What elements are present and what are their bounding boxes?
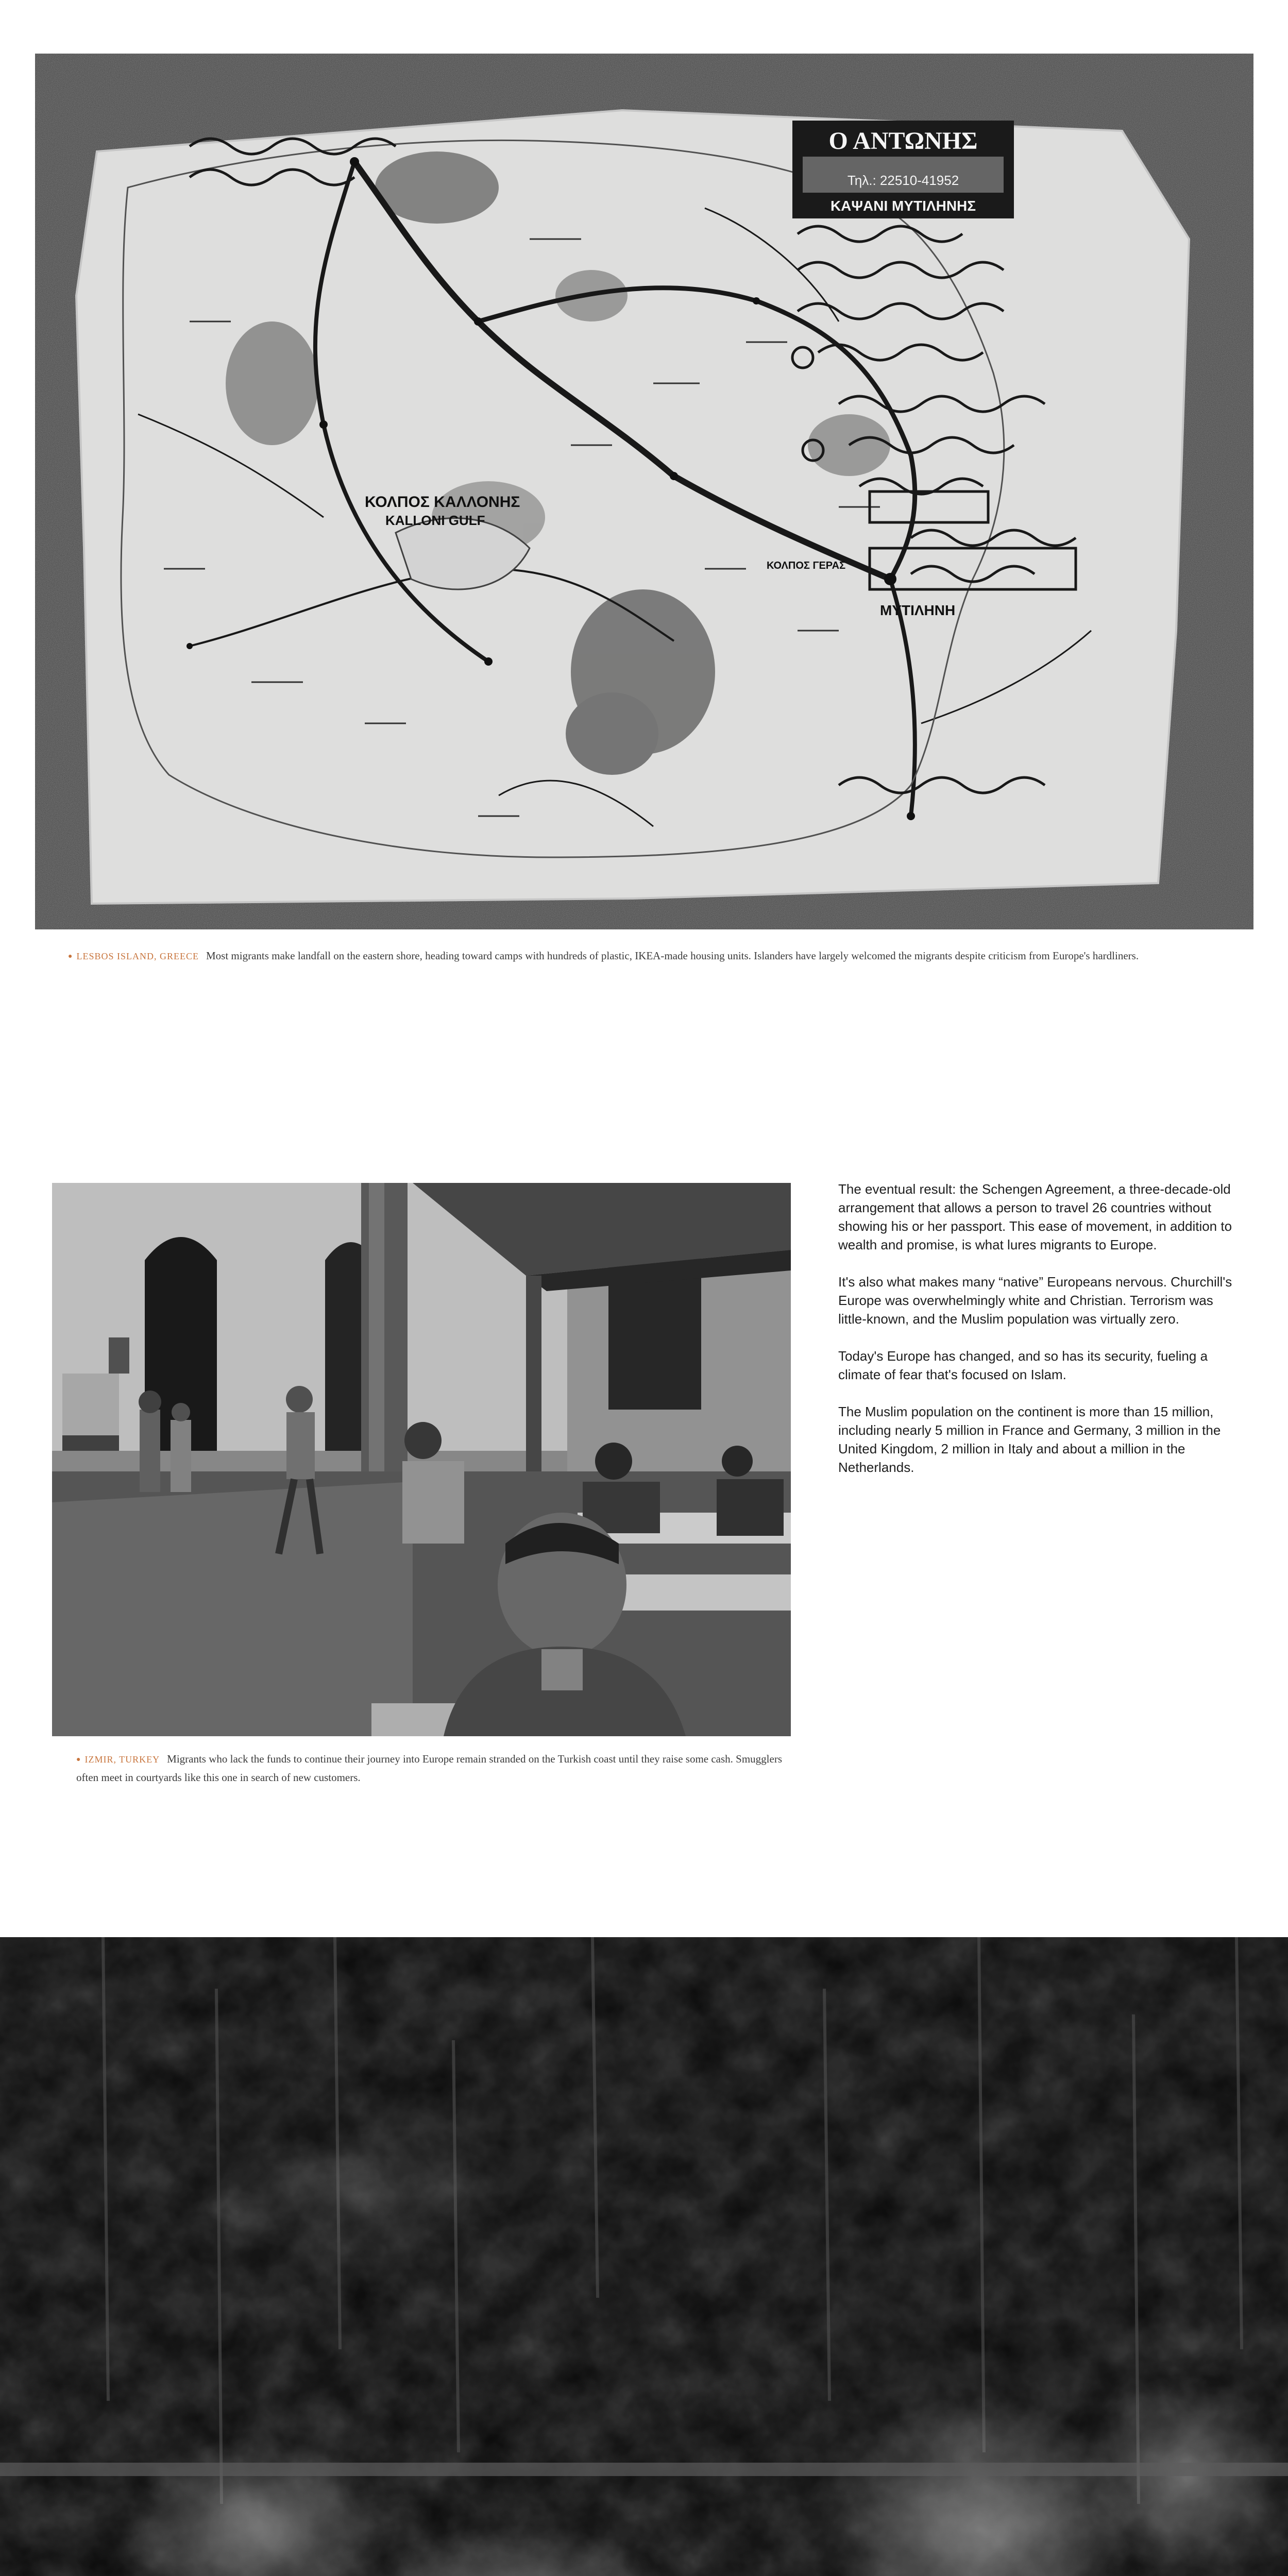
map-gulf-label-en: KALLONI GULF	[385, 513, 485, 528]
caption-lesbos	[68, 947, 1176, 965]
map-sign-title: Ο ΑΝΤΩΝΗΣ	[828, 127, 978, 155]
photo-izmir-courtyard	[52, 1183, 791, 1736]
map-sign-sub: ΚΑΨΑΝΙ ΜΥΤΙΛΗΝΗΣ	[830, 198, 976, 214]
caption-text: Most migrants make landfall on the eastern shore, heading toward camps with hundreds of plastic, IKEA-made housing units. Islanders have largely welcomed the migrants despite criticism from Europe's hardliners.	[206, 950, 1139, 962]
izmir-photo-graphic	[52, 1183, 791, 1736]
caption-location: LESBOS ISLAND, GREECE	[76, 951, 199, 961]
map-sign-phone: Τηλ.: 22510-41952	[847, 173, 959, 188]
photo-opatovac-night	[0, 1937, 1288, 2576]
article-paragraph: Today's Europe has changed, and so has its security, fueling a climate of fear that's focused on Islam.	[838, 1348, 1208, 1382]
article-paragraph: The eventual result: the Schengen Agreement, a three-decade-old arrangement that allows a person to travel 26 countries without showing his or her passport. This ease of movement, in addition to wealth and promise, is what lures migrants to Europe.	[838, 1181, 1232, 1252]
article-paragraph: It's also what makes many “native” Europeans nervous. Churchill's Europe was overwhelmingly white and Christian. Terrorism was little-known, and the Muslim population was virtually zero.	[838, 1274, 1232, 1327]
caption-location: IZMIR, TURKEY	[84, 1754, 160, 1765]
caption-text: Migrants who lack the funds to continue their journey into Europe remain stranded on the Turkish coast until they raise some cash. Smugglers often meet in courtyards like this one in search of new customers.	[76, 1753, 783, 1784]
photo-lesbos-map	[35, 54, 1253, 929]
caption-izmir	[76, 1750, 792, 1786]
caption-bullet-icon: ●	[76, 1756, 81, 1764]
article-paragraph: The Muslim population on the continent is more than 15 million, including nearly 5 million in France and Germany, 3 million in the United Kingdom, 2 million in Italy and about a million in the Netherlands.	[838, 1404, 1221, 1475]
map-gera-label: ΚΟΛΠΟΣ ΓΕΡΑΣ	[767, 560, 846, 571]
caption-bullet-icon: ●	[68, 953, 73, 960]
map-photo-graphic	[35, 54, 1253, 929]
opatovac-photo-graphic	[0, 1937, 1288, 2576]
map-gulf-label-gr: ΚΟΛΠΟΣ ΚΑΛΛΟΝΗΣ	[365, 494, 520, 511]
article-text-section-1	[838, 1180, 1240, 1495]
map-town-label: ΜΥΤΙΛΗΝΗ	[880, 602, 956, 618]
